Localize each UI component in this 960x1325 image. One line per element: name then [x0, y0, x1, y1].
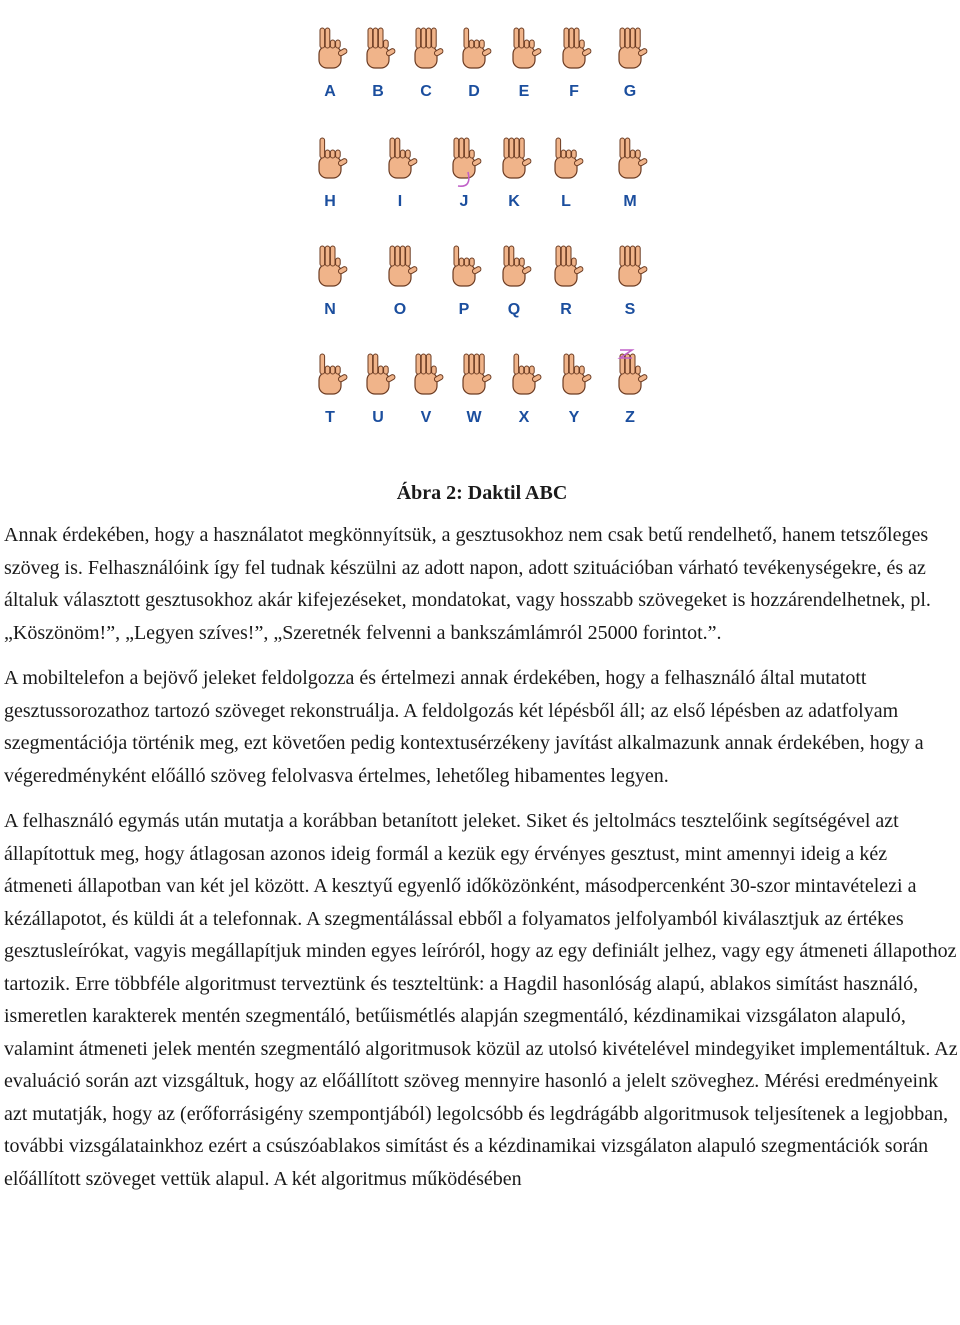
letter-label-v: V — [420, 409, 432, 426]
hand-sign-g — [619, 28, 648, 68]
hand-sign-n — [319, 246, 348, 286]
letter-label-k: K — [508, 193, 520, 210]
hand-sign-t — [319, 354, 348, 394]
hand-sign-m — [619, 138, 648, 178]
hand-sign-y — [563, 354, 592, 394]
letter-label-b: B — [372, 83, 384, 100]
paragraph-3: A felhasználó egymás után mutatja a korábban betanított jeleket. Siket és jeltolmács tesztelőink segítségével azt állapítottuk meg, hogy átlagosan azonos ideig formál a kezük egy érvényes gesztust, mint amennyi ideig a kéz átmeneti állapotban van két jel között. A kesztyű egyenlő időközönként, másodpercenként 30-szor mintavételezi a kézállapotot, és küldi át a telefonnak. A szegmentálással ebből a folyamatos jelfolyamból kiválasztjuk az értékes gesztusleírókat, vagyis megállapítjuk minden egyes leíróról, hogy az egy definiált jelhez, vagy egy átmeneti állapothoz tartozik. Erre többféle algoritmust terveztünk és teszteltünk: a Hagdil hasonlóság alapú, ablakos simítást használó, ismeretlen karakterek mentén szegmentáló, betűismétlés alapján szegmentáló, kézdinamikai vizsgálaton alapuló, valamint átmeneti jelek mentén szegmentáló algoritmusok közül az utolsó kivételével mindegyiket implementáltuk. Az evaluáció során azt vizsgáltuk, hogy az előállított szöveg mennyire hasonló a jelelt szöveghez. Mérési eredményeink azt mutatják, hogy az (erőforrásigény szempontjából) legolcsóbb és legdrágább algoritmusok teljesítenek a legjobban, további vizsgálatainkhoz ezért a csúszóablakos simítást és a kézdinamikai vizsgálaton alapuló szegmentációk során előállított szöveget vettük alapul. A két algoritmus működésében — [4, 810, 958, 1190]
hand-sign-e — [513, 28, 542, 68]
hand-sign-d — [463, 28, 492, 68]
article-body — [4, 519, 958, 1208]
hand-sign-z — [619, 350, 648, 394]
paragraph-2: A mobiltelefon a bejövő jeleket feldolgozza és értelmezi annak érdekében, hogy a felhasználó által mutatott gesztussorozathoz tartozó szöveget rekonstruálja. A feldolgozás két lépésből áll; az első lépésben az adatfolyam szegmentációja történik meg, ezt követően pedig kontextusérzékeny javítást alkalmazunk annak érdekében, hogy a végeredményként előálló szöveg felolvasva értelmes, lehetőleg hibamentes legyen. — [4, 667, 924, 787]
hand-sign-x — [513, 354, 542, 394]
letter-label-o: O — [393, 301, 407, 318]
hand-sign-w — [463, 354, 492, 394]
figure-caption: Ábra 2: Daktil ABC — [396, 482, 568, 504]
letter-label-m: M — [623, 193, 637, 210]
letter-label-x: X — [518, 409, 530, 426]
letter-label-w: W — [466, 409, 482, 426]
hand-sign-i — [389, 138, 418, 178]
hand-sign-l — [555, 138, 584, 178]
fingerspelling-alphabet-chart — [300, 14, 660, 462]
letter-label-q: Q — [507, 301, 521, 318]
hand-sign-h — [319, 138, 348, 178]
hand-sign-b — [367, 28, 396, 68]
letter-label-p: P — [458, 301, 470, 318]
hand-sign-c — [415, 28, 444, 68]
letter-label-g: G — [623, 83, 637, 100]
hand-sign-r — [555, 246, 584, 286]
letter-label-j: J — [459, 193, 469, 210]
hand-sign-a — [319, 28, 348, 68]
hand-sign-u — [367, 354, 396, 394]
hand-sign-f — [563, 28, 592, 68]
letter-label-c: C — [420, 83, 432, 100]
letter-label-n: N — [324, 301, 336, 318]
paragraph-1: Annak érdekében, hogy a használatot megkönnyítsük, a gesztusokhoz nem csak betű rendelhető, hanem tetszőleges szöveg is. Felhasználóink így fel tudnak készülni az adott napon, adott szituációban várható tevékenységekre, és az általuk választott gesztusokhoz akár kifejezéseket, mondatokat, vagy hosszabb szövegeket is hozzárendelhetnek, pl. „Köszönöm!”, „Legyen szíves!”, „Szeretnék felvenni a bankszámlámról 25000 forintot.”. — [4, 524, 931, 644]
hand-sign-j — [453, 138, 482, 186]
letter-label-e: E — [518, 83, 530, 100]
hand-sign-o — [389, 246, 418, 286]
letter-label-y: Y — [568, 409, 580, 426]
hand-sign-s — [619, 246, 648, 286]
letter-label-d: D — [468, 83, 480, 100]
letter-label-a: A — [324, 83, 336, 100]
daktil-abc-figure — [300, 14, 660, 462]
letter-label-l: L — [561, 193, 571, 210]
hand-sign-k — [503, 138, 532, 178]
hand-sign-p — [453, 246, 482, 286]
letter-label-t: T — [325, 409, 335, 426]
letter-label-z: Z — [625, 409, 635, 426]
letter-label-h: H — [324, 193, 336, 210]
letter-label-u: U — [372, 409, 384, 426]
letter-label-r: R — [560, 301, 572, 318]
hand-sign-v — [415, 354, 444, 394]
letter-label-f: F — [569, 83, 579, 100]
hand-sign-q — [503, 246, 532, 286]
letter-label-s: S — [624, 301, 636, 318]
letter-label-i: I — [397, 193, 403, 210]
